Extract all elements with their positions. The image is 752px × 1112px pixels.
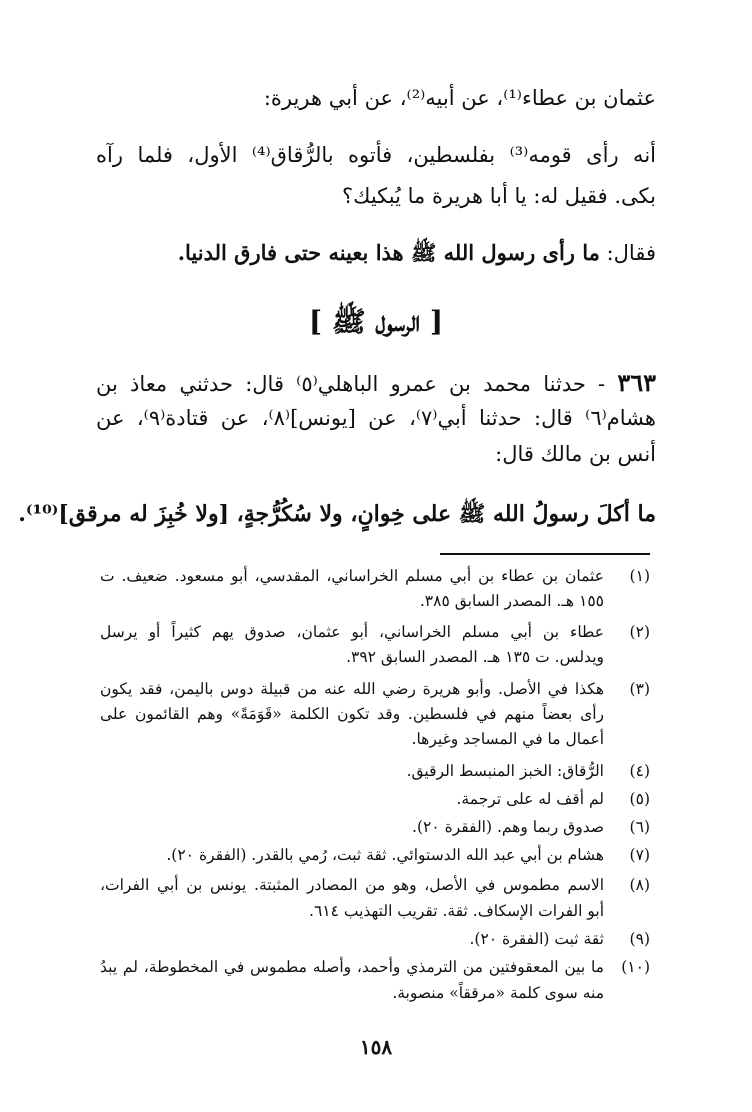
footnote-line: عثمان بن عطاء بن أبي مسلم الخراساني، المقدسي، أبو مسعود. ضعيف. ت	[100, 567, 604, 585]
page-number: ١٥٨	[359, 1035, 393, 1059]
footnote-number: (٩)	[629, 930, 650, 948]
footnote-line: ويدلس. ت ١٣٥ هـ. المصدر السابق ٣٩٢.	[346, 648, 604, 666]
body-line-4-quote: ما رأى رسول الله ﷺ هذا بعينه حتى فارق الدنيا.	[177, 240, 600, 265]
footnote-line: ما بين المعقوفتين من الترمذي وأحمد، وأصله مطموس في المخطوطة، لم يبدُ	[100, 958, 604, 976]
footnote-number: (٢)	[629, 623, 650, 641]
footnote-line: رأى بعضاً منهم في فلسطين. وقد تكون الكلمة «قَوَمَةً» وهم القائمون على	[100, 705, 604, 723]
hadith-number: ٣٦٣	[617, 368, 656, 397]
footnote-number: (٨)	[629, 876, 650, 894]
hadith-line-2: هشام⁽٦⁾ قال: حدثنا أبي⁽٧⁾، عن [يونس]⁽٨⁾، عن قتادة⁽٩⁾، عن	[96, 406, 656, 430]
footnote-number: (٧)	[629, 846, 650, 864]
body-line-3: بكى. فقيل له: يا أبا هريرة ما يُبكيك؟	[341, 184, 656, 208]
hadith-quote: ما أكلَ رسولُ الله ﷺ على خِوانٍ، ولا سُكُرُّجةٍ، [ولا خُبِزَ له مرقق]⁽¹⁰⁾.	[18, 501, 656, 527]
hadith-line-1-text: - حدثنا محمد بن عمرو الباهلي⁽٥⁾ قال: حدثني معاذ بن	[96, 372, 606, 396]
hadith-line-1	[96, 368, 656, 397]
body-line-1: عثمان بن عطاء⁽¹⁾، عن أبيه⁽²⁾، عن أبي هريرة:	[263, 86, 656, 110]
footnote-line: عطاء بن أبي مسلم الخراساني، أبو عثمان، صدوق يهم كثيراً أو يرسل	[100, 623, 604, 641]
footnote-line: أعمال ما في المساجد وغيرها.	[411, 730, 604, 748]
body-line-4	[178, 240, 656, 271]
footnote-line: ثقة ثبت (الفقرة ٢٠).	[469, 930, 604, 948]
footnote-number: (١٠)	[621, 958, 650, 976]
footnote-number: (٥)	[629, 790, 650, 808]
footnote-line: منه سوى كلمة «مرققاً» منصوبة.	[392, 984, 604, 1002]
section-heading: [ الرسول ﷺ ]	[308, 305, 444, 338]
footnote-line: هكذا في الأصل. وأبو هريرة رضي الله عنه من قبيلة دوس باليمن، فقد يكون	[100, 680, 604, 698]
footnote-number: (٣)	[629, 680, 650, 698]
body-line-4-prefix: فقال:	[606, 241, 656, 265]
body-line-2: أنه رأى قومه⁽³⁾ بفلسطين، فأتوه بالرُّقاق⁽⁴⁾ الأول، فلما رآه	[96, 143, 656, 167]
footnote-line: هشام بن أبي عبد الله الدستوائي. ثقة ثبت، رُمي بالقدر. (الفقرة ٢٠).	[166, 846, 604, 864]
footnote-line: لم أقف له على ترجمة.	[456, 790, 604, 808]
footnote-number: (٤)	[629, 762, 650, 780]
footnote-line: أبو الفرات الإسكاف. ثقة. تقريب التهذيب ٦١٤.	[309, 902, 604, 920]
footnote-number: (٦)	[629, 818, 650, 836]
footnote-number: (١)	[629, 567, 650, 585]
footnote-line: الرُّقاق: الخبز المنبسط الرقيق.	[406, 762, 604, 780]
footnote-line: صدوق ربما وهم. (الفقرة ٢٠).	[412, 818, 604, 836]
footnote-line: ١٥٥ هـ. المصدر السابق ٣٨٥.	[419, 592, 604, 610]
footnote-separator	[440, 553, 650, 555]
footnote-line: الاسم مطموس في الأصل، وهو من المصادر المثبتة. يونس بن أبي الفرات،	[100, 876, 604, 894]
hadith-line-3: أنس بن مالك قال:	[495, 442, 656, 466]
